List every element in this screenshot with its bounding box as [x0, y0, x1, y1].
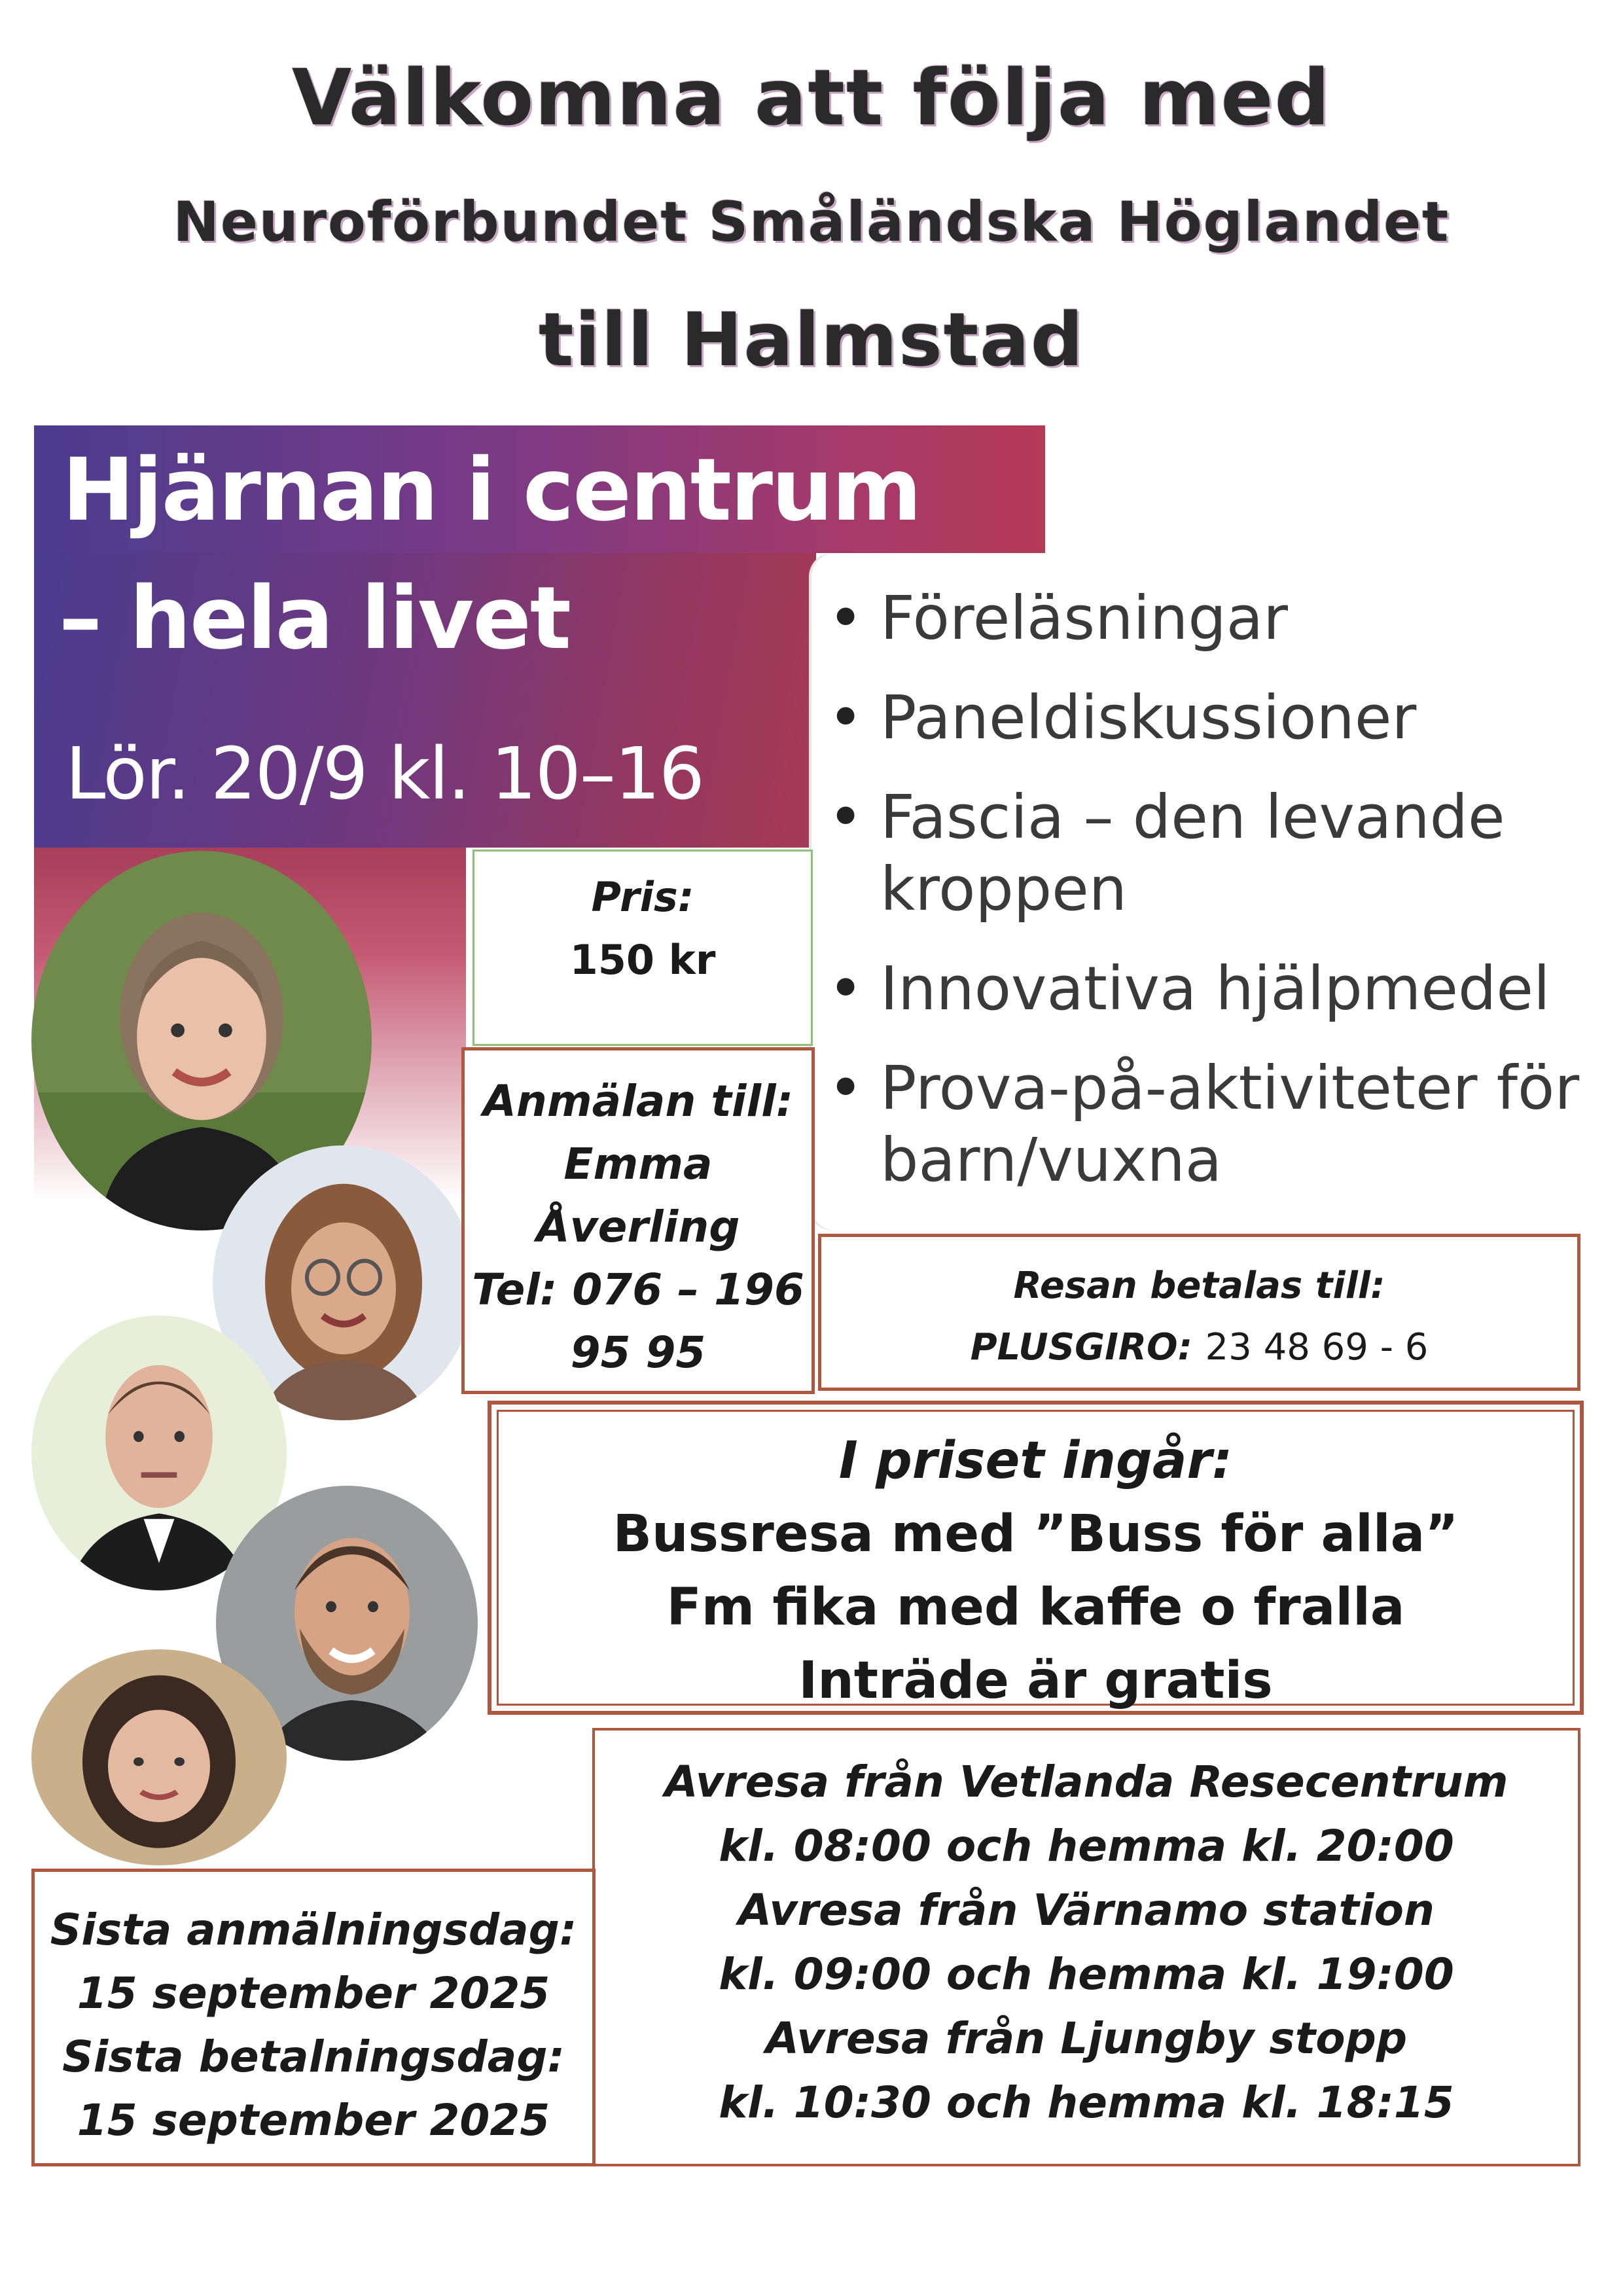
speaker-photo [31, 1649, 287, 1865]
departure-from: Avresa från Värnamo station [738, 1885, 1435, 1935]
program-item: • Innovativa hjälpmedel [828, 953, 1594, 1025]
payment-number: 23 48 69 - 6 [1205, 1326, 1429, 1369]
price-box [473, 850, 813, 1046]
program-item: • Paneldiskussioner [828, 682, 1594, 754]
signup-label: Anmälan till: [482, 1076, 794, 1126]
payment-deadline-date: 15 september 2025 [77, 2095, 550, 2145]
departures-box [592, 1728, 1580, 2166]
included-heading: I priset ingår: [838, 1431, 1233, 1490]
event-title-line1: Hjärnan i centrum [62, 440, 921, 541]
contact-last-name: Åverling [536, 1202, 740, 1252]
contact-phone-line2: 95 95 [570, 1327, 706, 1378]
heading-welcome: Välkomna att följa med [292, 52, 1331, 143]
program-item: • Föreläsningar [828, 583, 1594, 655]
contact-first-name: Emma [563, 1139, 713, 1189]
payment-deadline-label: Sista betalningsdag: [62, 2032, 565, 2082]
price-label: Pris: [591, 873, 694, 921]
signup-deadline-label: Sista anmälningsdag: [50, 1905, 577, 1955]
event-date: Lör. 20/9 kl. 10–16 [65, 732, 704, 816]
payment-method: PLUSGIRO: [970, 1326, 1193, 1369]
program-list [828, 583, 1594, 1224]
event-title-line2: – hela livet [59, 568, 570, 669]
heading-organization: Neuroförbundet Småländska Höglandet [173, 190, 1450, 254]
departure-times: kl. 09:00 och hemma kl. 19:00 [719, 1949, 1454, 2000]
heading-destination: till Halmstad [538, 298, 1085, 383]
deadlines-box [31, 1869, 596, 2166]
included-item: Fm fika med kaffe o fralla [666, 1578, 1405, 1637]
price-value: 150 kr [569, 936, 716, 984]
payment-label: Resan betalas till: [1013, 1265, 1385, 1307]
included-box [488, 1401, 1584, 1715]
departure-from: Avresa från Vetlanda Resecentrum [664, 1757, 1508, 1807]
program-item: • Fascia – den levande kroppen [828, 781, 1594, 925]
included-item: Bussresa med ”Buss för alla” [613, 1505, 1459, 1564]
payment-box [818, 1234, 1580, 1391]
signup-deadline-date: 15 september 2025 [77, 1968, 550, 2018]
contact-phone-line1: Tel: 076 – 196 [472, 1265, 804, 1315]
departure-times: kl. 08:00 och hemma kl. 20:00 [719, 1821, 1454, 1871]
departure-from: Avresa från Ljungby stopp [765, 2013, 1408, 2064]
included-item: Inträde är gratis [798, 1651, 1273, 1710]
departure-times: kl. 10:30 och hemma kl. 18:15 [719, 2077, 1454, 2128]
signup-box [461, 1047, 815, 1394]
program-item: • Prova-på-aktiviteter för barn/vuxna [828, 1052, 1594, 1196]
